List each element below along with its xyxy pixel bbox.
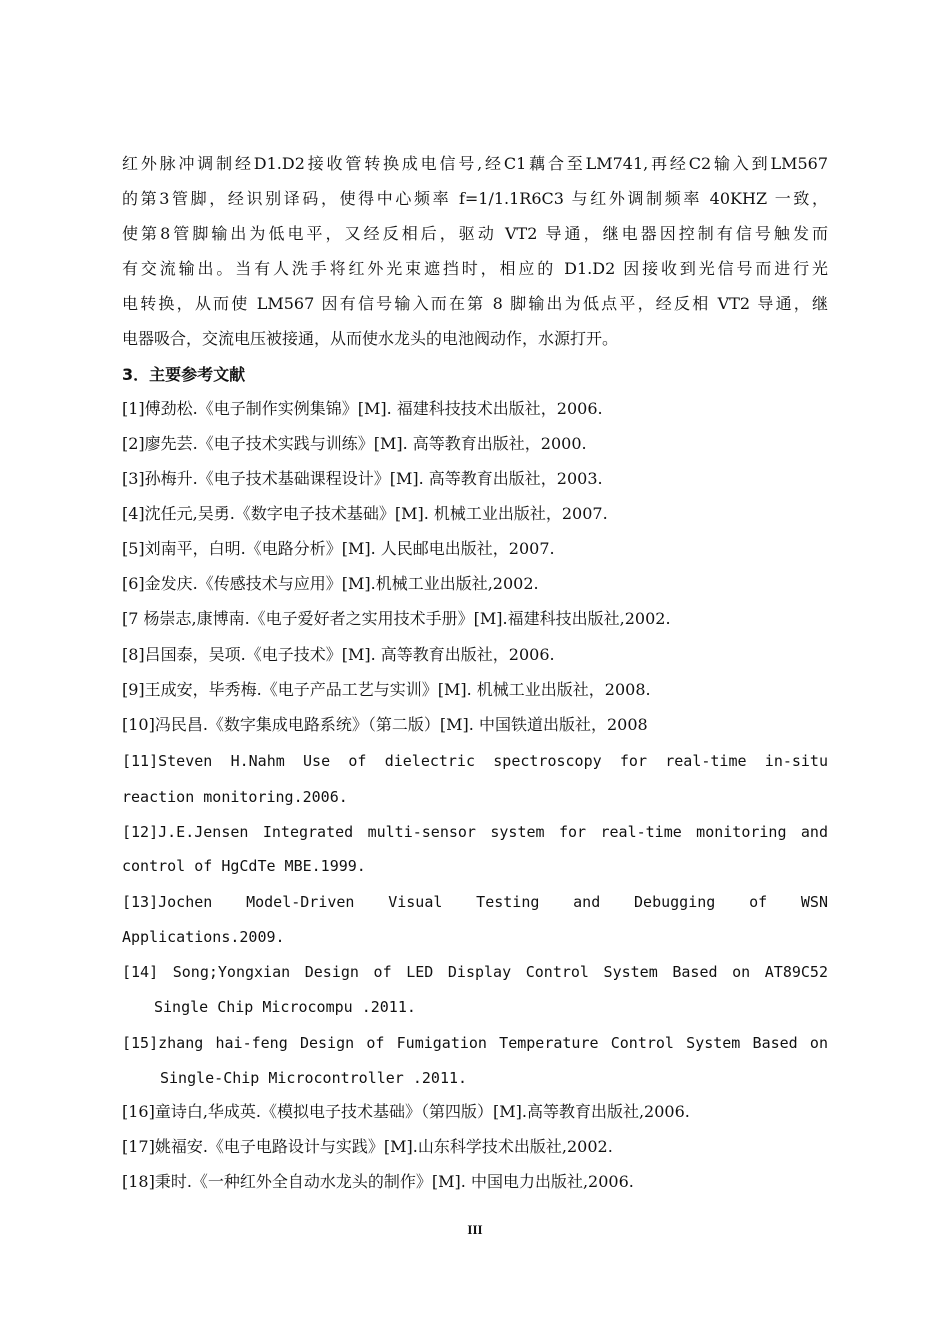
page-number: III — [467, 1222, 483, 1237]
reference-item: [8]吕国泰，吴项.《电子技术》[M]. 高等教育出版社，2006. — [122, 645, 555, 664]
reference-item: [7 杨崇志,康博南.《电子爱好者之实用技术手册》[M].福建科技出版社,2002. — [122, 609, 671, 628]
reference-item: [14] Song;Yongxian Design of LED Display Control System Based on AT89C52 — [122, 963, 828, 981]
reference-item: [17]姚福安.《电子电路设计与实践》[M].山东科学技术出版社,2002. — [122, 1137, 613, 1156]
reference-item: [5]刘南平，白明.《电路分析》[M]. 人民邮电出版社，2007. — [122, 539, 555, 558]
reference-item: [18]秉时.《一种红外全自动水龙头的制作》[M]. 中国电力出版社,2006. — [122, 1172, 634, 1191]
body-line: 的第3管脚，经识别译码，使得中心频率 f=1/1.1R6C3 与红外调制频率 40KHZ 一致， — [122, 189, 828, 208]
reference-item-continuation: reaction monitoring.2006. — [122, 788, 348, 806]
section-heading: 3．主要参考文献 — [122, 365, 246, 384]
reference-item: [4]沈任元,吴勇.《数字电子技术基础》[M]. 机械工业出版社，2007. — [122, 504, 608, 523]
reference-item: [15]zhang hai-feng Design of Fumigation Temperature Control System Based on — [122, 1034, 828, 1052]
body-line: 使第8管脚输出为低电平，又经反相后，驱动 VT2 导通，继电器因控制有信号触发而 — [122, 224, 828, 243]
reference-item-continuation: Single-Chip Microcontroller .2011. — [160, 1069, 468, 1087]
reference-item-continuation: Applications.2009. — [122, 928, 285, 946]
reference-item: [11]Steven H.Nahm Use of dielectric spectroscopy for real-time in-situ — [122, 752, 828, 770]
reference-item: [1]傅劲松.《电子制作实例集锦》[M]. 福建科技技术出版社，2006. — [122, 399, 603, 418]
reference-item-continuation: control of HgCdTe MBE.1999. — [122, 857, 366, 875]
reference-item: [12]J.E.Jensen Integrated multi-sensor system for real-time monitoring and — [122, 823, 828, 841]
reference-item: [3]孙梅升.《电子技术基础课程设计》[M]. 高等教育出版社，2003. — [122, 469, 603, 488]
body-line: 电器吸合，交流电压被接通，从而使水龙头的电池阀动作，水源打开。 — [122, 329, 619, 348]
reference-item: [2]廖先芸.《电子技术实践与训练》[M]. 高等教育出版社，2000. — [122, 434, 587, 453]
reference-item: [13]Jochen Model-Driven Visual Testing and Debugging of WSN — [122, 893, 828, 911]
body-line: 有交流输出。当有人洗手将红外光束遮挡时，相应的 D1.D2 因接收到光信号而进行光 — [122, 259, 828, 278]
reference-item: [16]童诗白,华成英.《模拟电子技术基础》（第四版）[M].高等教育出版社,2006. — [122, 1102, 690, 1121]
reference-item: [6]金发庆.《传感技术与应用》[M].机械工业出版社,2002. — [122, 574, 539, 593]
reference-item: [9]王成安，毕秀梅.《电子产品工艺与实训》[M]. 机械工业出版社，2008. — [122, 680, 651, 699]
reference-item: [10]冯民昌.《数字集成电路系统》（第二版）[M]. 中国铁道出版社，2008 — [122, 715, 648, 734]
body-line: 电转换，从而使 LM567 因有信号输入而在第 8 脚输出为低点平，经反相 VT2 导通，继 — [122, 294, 828, 313]
reference-item-continuation: Single Chip Microcompu .2011. — [154, 998, 416, 1016]
body-line: 红外脉冲调制经D1.D2接收管转换成电信号,经C1藕合至LM741,再经C2输入到LM567 — [122, 154, 828, 173]
